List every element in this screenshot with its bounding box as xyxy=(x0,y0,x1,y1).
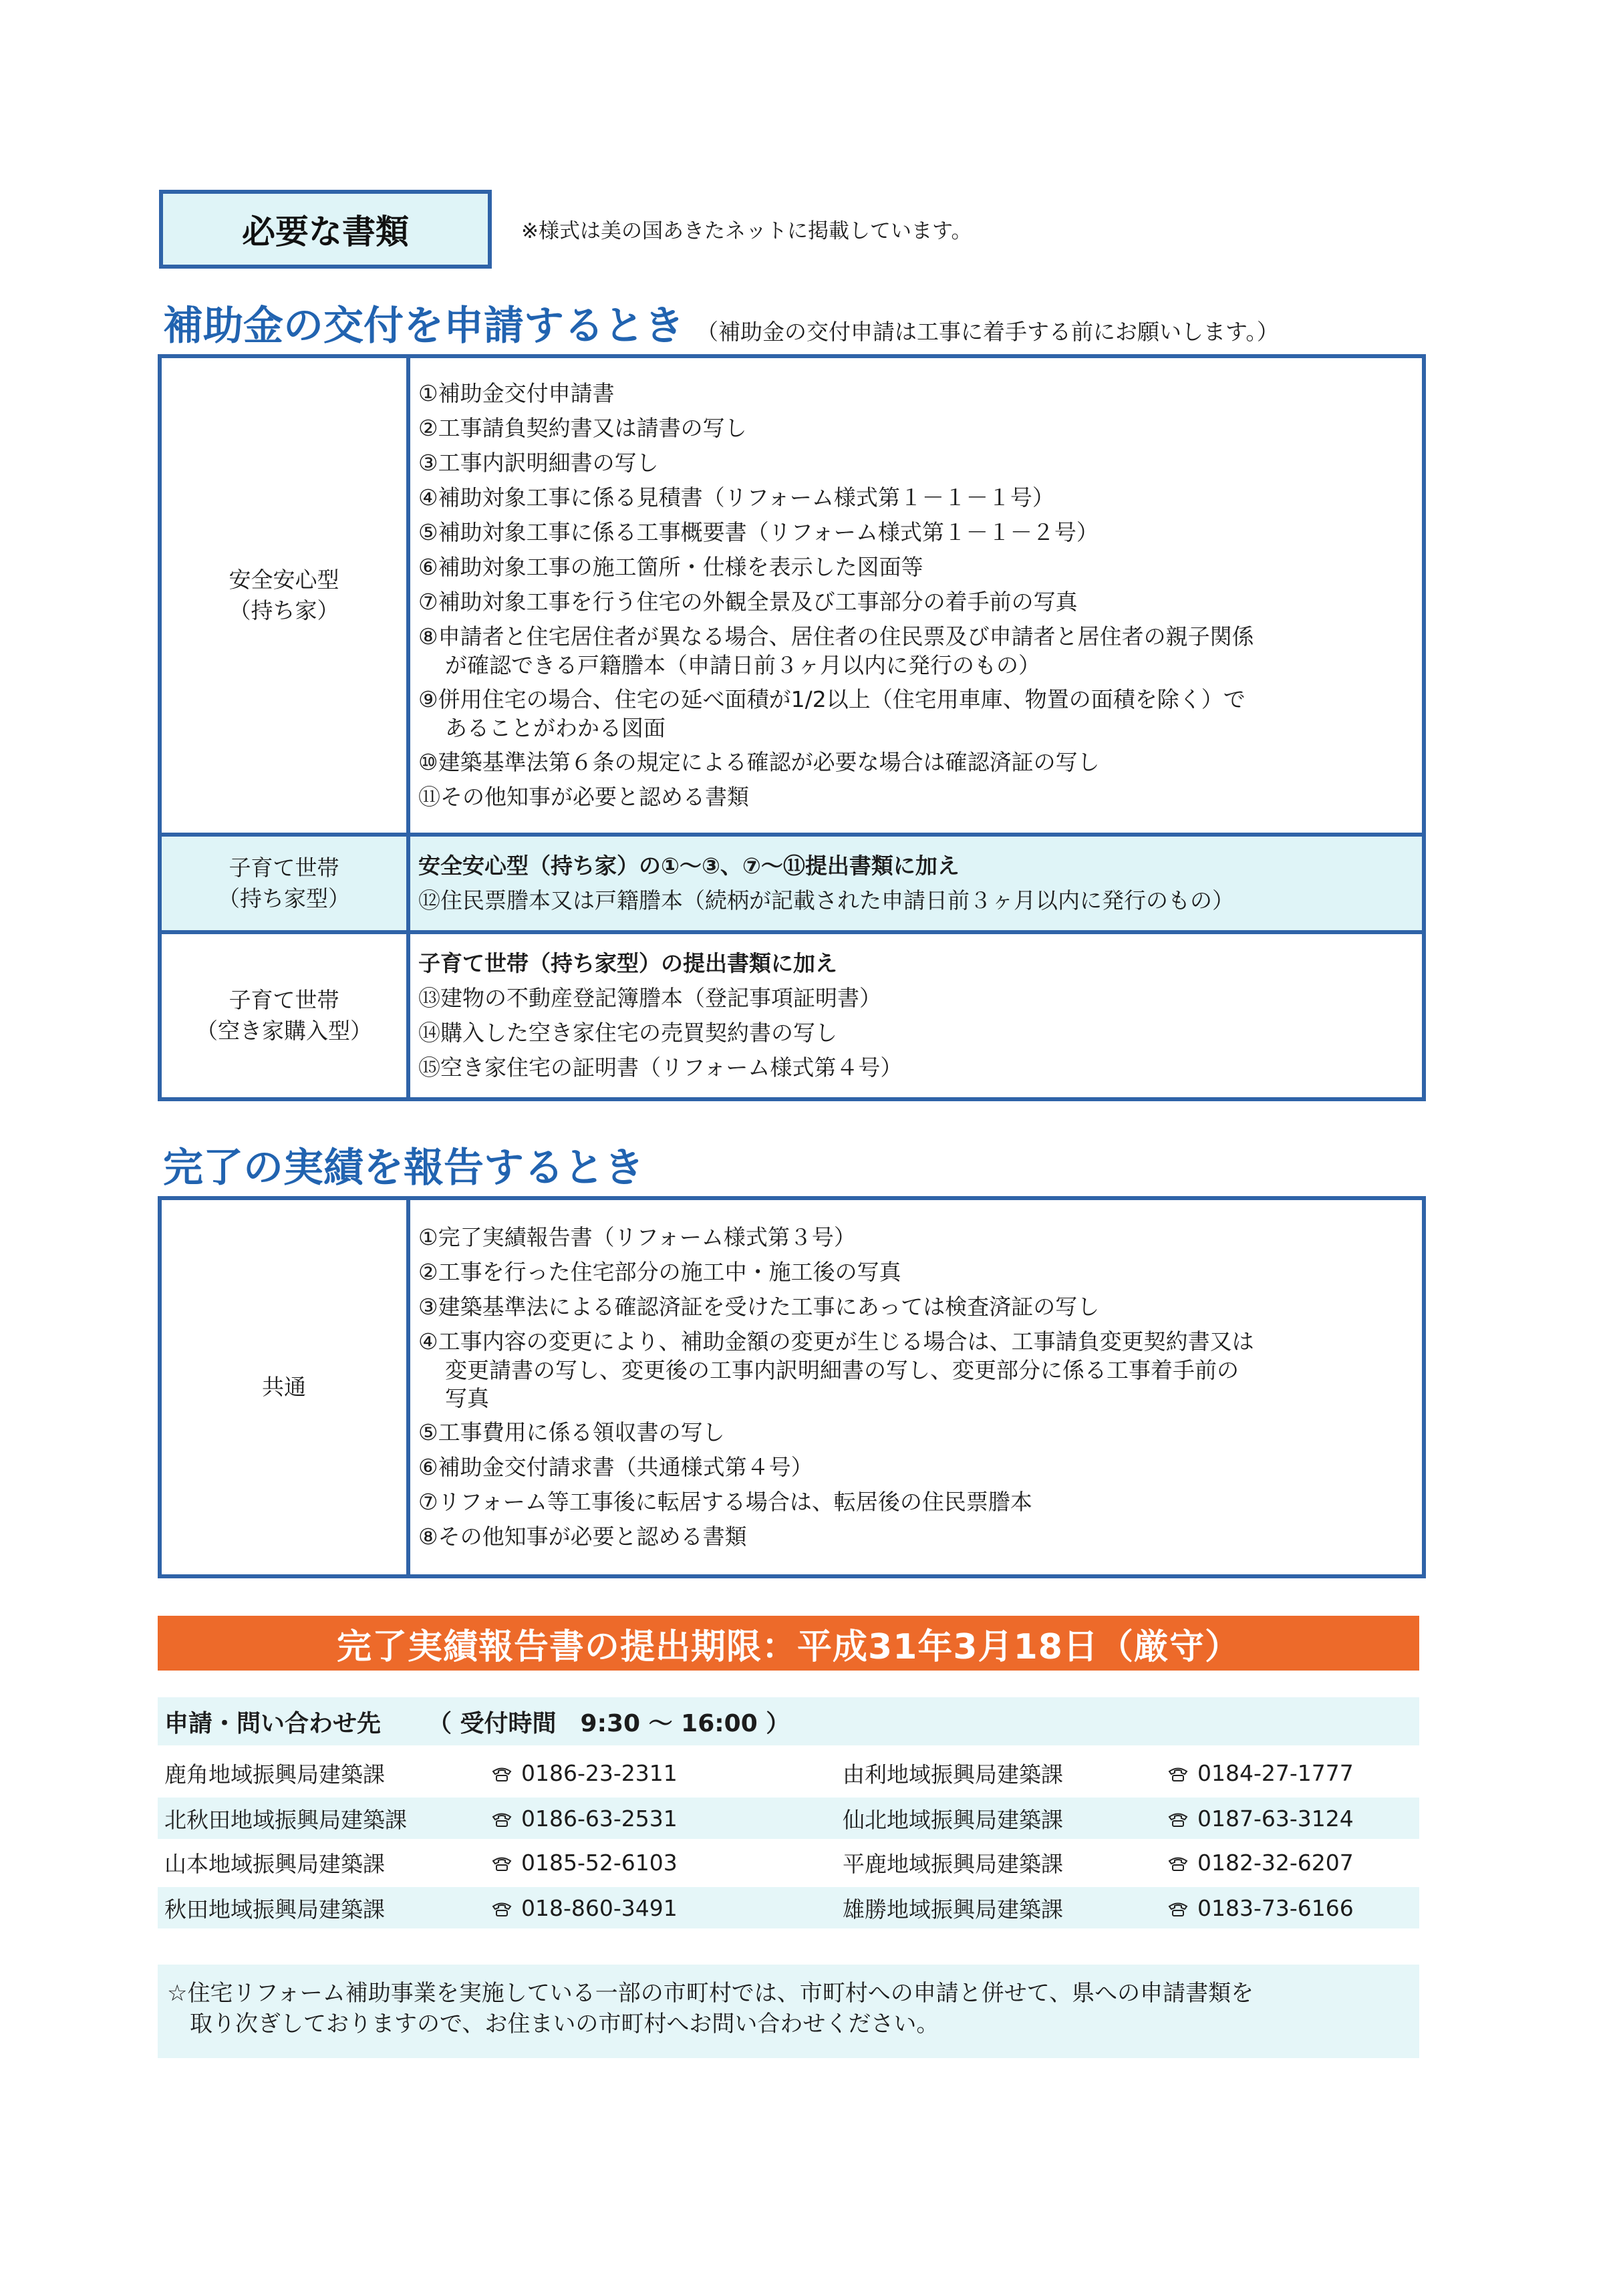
office-name: 由利地域振興局建築課 xyxy=(843,1761,1063,1787)
items-cell xyxy=(408,356,1424,835)
phone-number: 018-860-3491 xyxy=(521,1894,678,1921)
document-item: ⑧その他知事が必要と認める書類 xyxy=(418,1524,747,1550)
phone-number: 0183-73-6166 xyxy=(1197,1894,1354,1921)
document-item-line: ⑧申請者と住宅居住者が異なる場合、居住者の住民票及び申請者と居住者の親子関係 xyxy=(418,623,1254,650)
apply-row-childcare-vacant xyxy=(160,932,1424,1099)
document-item: ④補助対象工事に係る見積書（リフォーム様式第１－１－１号） xyxy=(418,484,1054,511)
document-item: ②工事を行った住宅部分の施工中・施工後の写真 xyxy=(418,1259,901,1285)
phone-number: 0184-27-1777 xyxy=(1197,1759,1354,1786)
document-item-line: ⑨併用住宅の場合、住宅の延べ面積が1/2以上（住宅用車庫、物置の面積を除く）で xyxy=(418,686,1246,712)
apply-title-text: 補助金の交付を申請するとき xyxy=(163,303,684,349)
contact-row xyxy=(158,1887,1419,1928)
report-section-title: 完了の実績を報告するとき xyxy=(163,1145,644,1191)
document-item: ⑩建築基準法第６条の規定による確認が必要な場合は確認済証の写し xyxy=(418,749,1100,775)
required-documents-heading: 必要な書類 xyxy=(159,190,492,269)
document-item: ③建築基準法による確認済証を受けた工事にあっては検査済証の写し xyxy=(418,1294,1100,1320)
office-name: 山本地域振興局建築課 xyxy=(164,1850,385,1877)
office-name: 平鹿地域振興局建築課 xyxy=(843,1850,1063,1877)
apply-row-safety xyxy=(160,356,1424,835)
document-item: ⑫住民票謄本又は戸籍謄本（続柄が記載された申請日前３ヶ月以内に発行のもの） xyxy=(418,887,1234,913)
contact-row xyxy=(158,1842,1419,1883)
document-item-line: が確認できる戸籍謄本（申請日前３ヶ月以内に発行のもの） xyxy=(445,652,1040,678)
office-phone xyxy=(1168,1850,1354,1876)
document-item-line: あることがわかる図面 xyxy=(445,715,666,741)
contact-row xyxy=(158,1752,1419,1793)
category-name: 子育て世帯 xyxy=(229,855,339,881)
apply-section-title xyxy=(163,294,1279,351)
category-detail: （空き家購入型） xyxy=(196,1018,372,1044)
category-cell xyxy=(160,356,408,835)
document-item: ②工事請負契約書又は請書の写し xyxy=(418,415,747,441)
office-phone xyxy=(1168,1760,1354,1786)
document-item: ③工事内訳明細書の写し xyxy=(418,450,659,476)
document-item: ⑥補助金交付請求書（共通様式第４号） xyxy=(418,1454,813,1480)
office-phone xyxy=(1168,1895,1354,1921)
document-item: ①完了実績報告書（リフォーム様式第３号） xyxy=(418,1224,856,1250)
deadline-banner: 完了実績報告書の提出期限：平成31年3月18日（厳守） xyxy=(158,1616,1419,1671)
note-line: ☆住宅リフォーム補助事業を実施している一部の市町村では、市町村への申請と併せて、県への申請書類を xyxy=(167,1980,1254,2007)
office-phone xyxy=(492,1760,678,1786)
document-item: ⑦補助対象工事を行う住宅の外観全景及び工事部分の着手前の写真 xyxy=(418,589,1078,615)
note-line: 取り次ぎしておりますので、お住まいの市町村へお問い合わせください。 xyxy=(190,2011,939,2037)
category-cell xyxy=(160,835,408,932)
apply-documents-table xyxy=(158,354,1426,1101)
reception-hours: （ 受付時間 9:30 ～ 16:00 ） xyxy=(428,1709,790,1737)
telephone-icon xyxy=(1168,1856,1188,1871)
category-detail: （持ち家型） xyxy=(218,885,350,911)
document-item-line: 写真 xyxy=(445,1385,489,1411)
items-cell xyxy=(408,1198,1424,1576)
apply-row-childcare-owned xyxy=(160,835,1424,932)
items-cell xyxy=(408,835,1424,932)
telephone-icon xyxy=(492,1812,512,1827)
document-item xyxy=(418,619,1414,682)
document-item: ⑪その他知事が必要と認める書類 xyxy=(418,784,749,810)
office-phone xyxy=(492,1806,678,1832)
document-item: ⑤補助対象工事に係る工事概要書（リフォーム様式第１－１－２号） xyxy=(418,519,1099,545)
telephone-icon xyxy=(1168,1812,1188,1827)
telephone-icon xyxy=(1168,1767,1188,1781)
office-name: 仙北地域振興局建築課 xyxy=(843,1806,1063,1833)
document-item: ⑤工事費用に係る領収書の写し xyxy=(418,1419,725,1445)
contacts-heading xyxy=(158,1697,1419,1745)
category-name: 安全安心型 xyxy=(229,567,339,593)
document-item: ⑮空き家住宅の証明書（リフォーム様式第４号） xyxy=(418,1054,903,1081)
document-item xyxy=(418,1324,1414,1415)
phone-number: 0185-52-6103 xyxy=(521,1849,678,1876)
telephone-icon xyxy=(492,1767,512,1781)
report-documents-table xyxy=(158,1196,1426,1578)
document-item xyxy=(418,682,1414,745)
document-item: ⑦リフォーム等工事後に転居する場合は、転居後の住民票謄本 xyxy=(418,1489,1032,1515)
office-phone xyxy=(492,1895,678,1921)
telephone-icon xyxy=(1168,1902,1188,1916)
office-name: 北秋田地域振興局建築課 xyxy=(164,1806,407,1833)
document-item-line: ④工事内容の変更により、補助金額の変更が生じる場合は、工事請負変更契約書又は xyxy=(418,1328,1254,1354)
document-item: ①補助金交付申請書 xyxy=(418,380,615,406)
phone-number: 0186-63-2531 xyxy=(521,1805,678,1832)
category-cell xyxy=(160,932,408,1099)
apply-subtitle: （補助金の交付申請は工事に着手する前にお願いします。） xyxy=(696,319,1279,345)
telephone-icon xyxy=(492,1902,512,1916)
document-item: ⑭購入した空き家住宅の売買契約書の写し xyxy=(418,1020,837,1046)
telephone-icon xyxy=(492,1856,512,1871)
municipality-note xyxy=(158,1965,1419,2058)
form-location-note: ※様式は美の国あきたネットに掲載しています。 xyxy=(521,219,972,243)
category-detail: （持ち家） xyxy=(229,597,339,623)
document-item-line: 変更請書の写し、変更後の工事内訳明細書の写し、変更部分に係る工事着手前の xyxy=(445,1357,1239,1383)
office-name: 秋田地域振興局建築課 xyxy=(164,1896,385,1922)
office-name: 鹿角地域振興局建築課 xyxy=(164,1761,385,1787)
phone-number: 0186-23-2311 xyxy=(521,1759,678,1786)
office-name: 雄勝地域振興局建築課 xyxy=(843,1896,1063,1922)
office-phone xyxy=(492,1850,678,1876)
report-row-common xyxy=(160,1198,1424,1576)
phone-number: 0187-63-3124 xyxy=(1197,1805,1354,1832)
items-cell xyxy=(408,932,1424,1099)
office-phone xyxy=(1168,1806,1354,1832)
document-item: ⑥補助対象工事の施工箇所・仕様を表示した図面等 xyxy=(418,554,923,580)
phone-number: 0182-32-6207 xyxy=(1197,1849,1354,1876)
document-item: ⑬建物の不動産登記簿謄本（登記事項証明書） xyxy=(418,985,881,1011)
items-lead: 子育て世帯（持ち家型）の提出書類に加え xyxy=(418,950,837,976)
contact-row xyxy=(158,1798,1419,1839)
category-name: 子育て世帯 xyxy=(229,987,339,1013)
category-cell: 共通 xyxy=(160,1198,408,1576)
contacts-title: 申請・問い合わせ先 xyxy=(164,1709,382,1737)
items-lead: 安全安心型（持ち家）の①～③、⑦～⑪提出書類に加え xyxy=(418,853,960,879)
